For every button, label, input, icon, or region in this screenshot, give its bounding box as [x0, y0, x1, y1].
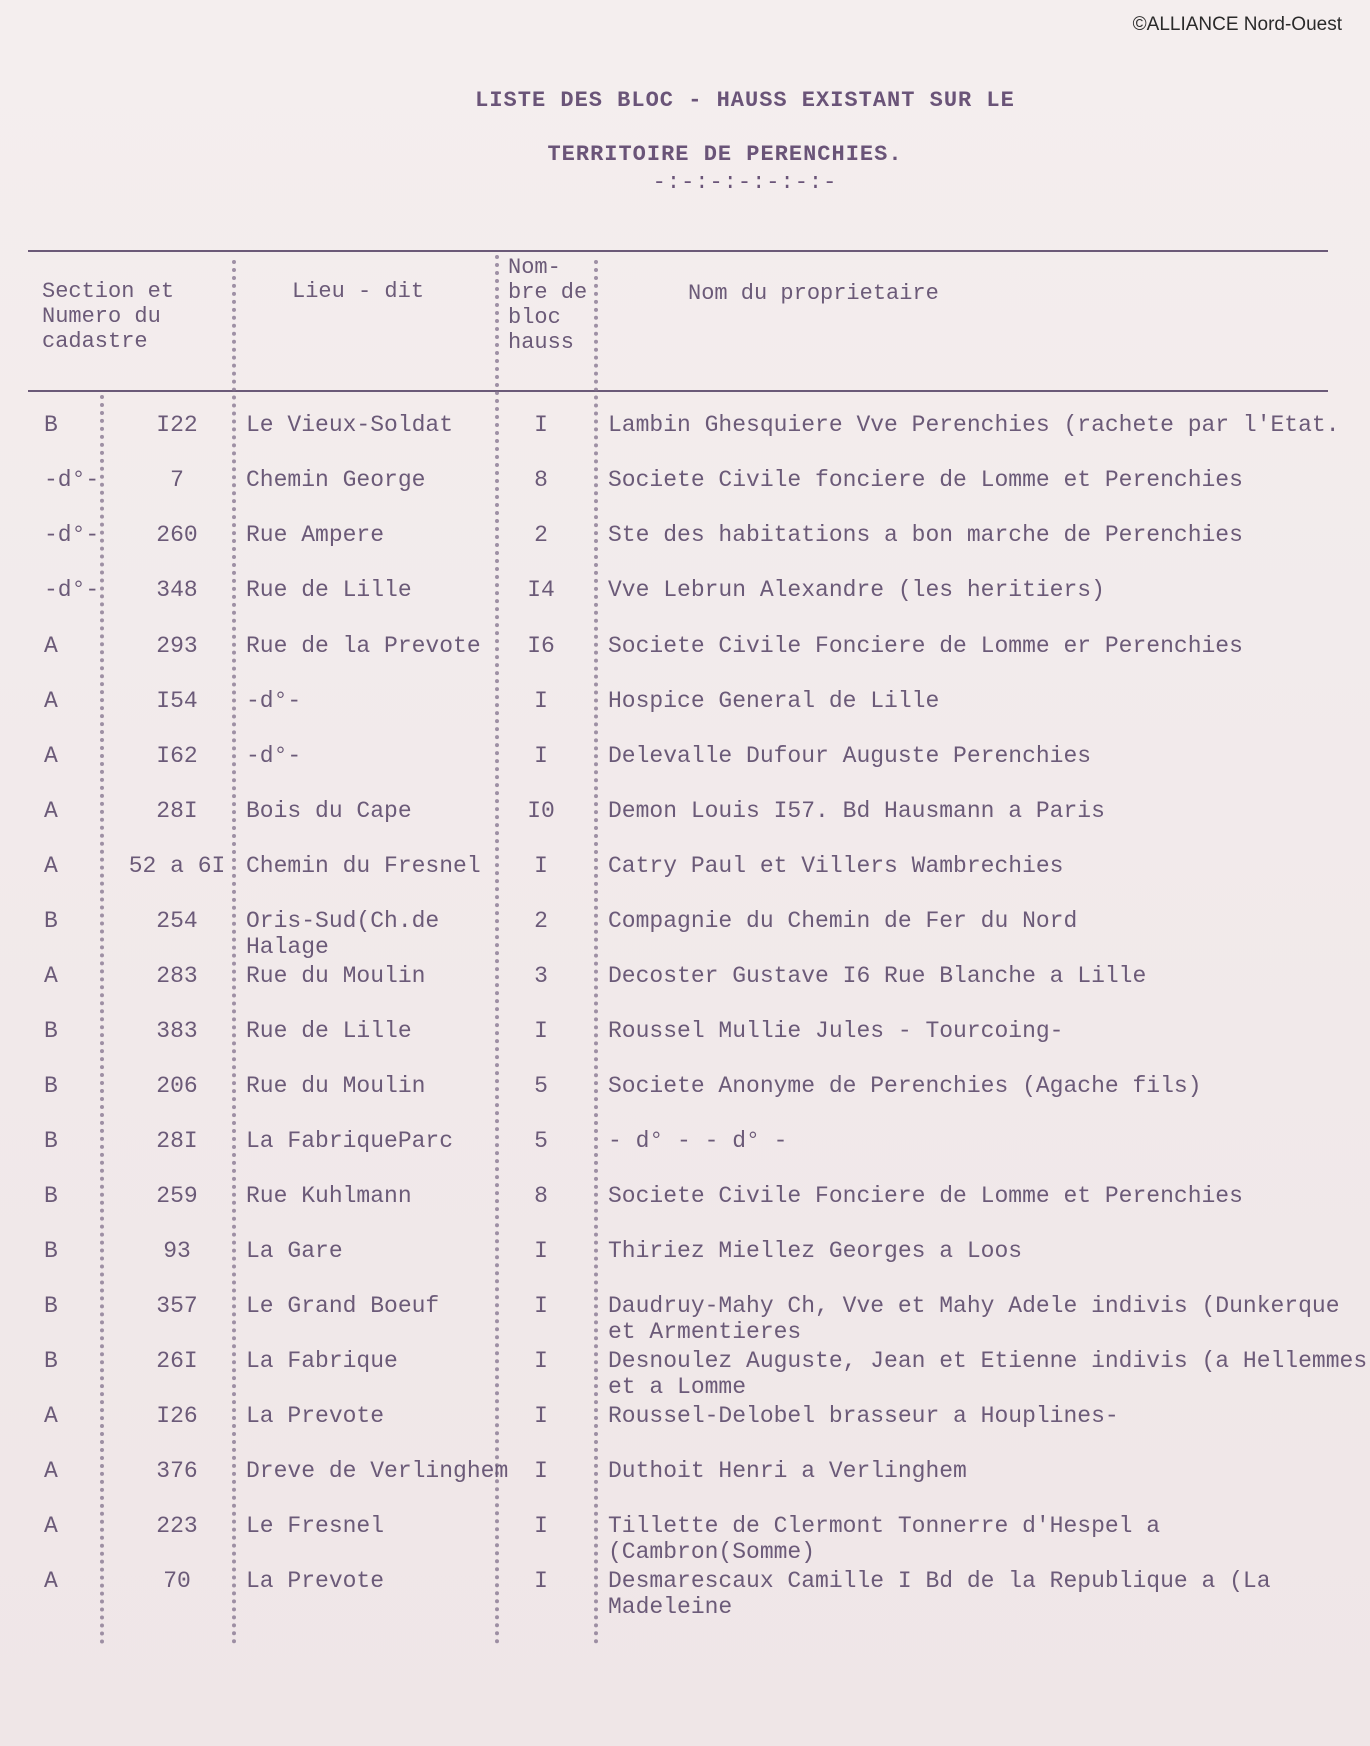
- cell-section: A: [44, 688, 58, 714]
- cell-nom: Tillette de Clermont Tonnerre d'Hespel a (Cambron(Somme): [608, 1513, 1161, 1565]
- cell-numero: 259: [156, 1183, 198, 1209]
- cell-nom: Thiriez Miellez Georges a Loos: [608, 1238, 1023, 1264]
- header-lieu: Lieu - dit: [292, 279, 425, 304]
- cell-nombre: I: [534, 1018, 548, 1044]
- cell-nom: Societe Anonyme de Perenchies (Agache fils): [608, 1073, 1202, 1099]
- table-row: [28, 567, 1348, 617]
- cell-nom: Roussel Mullie Jules - Tourcoing-: [608, 1018, 1064, 1044]
- cell-numero: 206: [156, 1073, 198, 1099]
- cell-nombre: I4: [527, 577, 555, 603]
- cell-nom: Societe Civile fonciere de Lomme et Perenchies: [608, 467, 1243, 493]
- cell-nombre: 5: [534, 1073, 548, 1099]
- cell-section: A: [44, 633, 58, 659]
- cell-lieu: Rue de Lille: [246, 577, 412, 603]
- cell-nom: Roussel-Delobel brasseur a Houplines-: [608, 1403, 1119, 1429]
- cell-nombre: I: [534, 412, 548, 438]
- title-rule: -:-:-:-:-:-:-: [652, 170, 838, 195]
- cell-nombre: 8: [534, 467, 548, 493]
- cell-numero: 70: [163, 1568, 191, 1594]
- cell-section: A: [44, 963, 58, 989]
- cell-nom: Delevalle Dufour Auguste Perenchies: [608, 743, 1092, 769]
- cell-section: A: [44, 853, 58, 879]
- cell-nombre: 2: [534, 908, 548, 934]
- cell-section: B: [44, 1183, 58, 1209]
- cell-lieu: La Fabrique: [246, 1348, 398, 1374]
- cell-lieu: Rue de la Prevote: [246, 633, 481, 659]
- cell-lieu: Le Vieux-Soldat: [246, 412, 454, 438]
- cell-numero: I22: [156, 412, 198, 438]
- cell-numero: I62: [156, 743, 198, 769]
- table-row: [28, 1228, 1348, 1278]
- cell-nom: Decoster Gustave I6 Rue Blanche a Lille: [608, 963, 1147, 989]
- header-top-rule: [28, 250, 1328, 252]
- cell-numero: 293: [156, 633, 198, 659]
- cell-nombre: 3: [534, 963, 548, 989]
- cell-section: A: [44, 743, 58, 769]
- cell-numero: 283: [156, 963, 198, 989]
- cell-nombre: I: [534, 1403, 548, 1429]
- table-row: [28, 1283, 1348, 1345]
- header-nombre: Nom- bre de bloc hauss: [508, 255, 588, 355]
- cell-numero: 28I: [156, 1128, 198, 1154]
- cell-section: B: [44, 1293, 58, 1319]
- cell-nombre: I: [534, 1293, 548, 1319]
- table-row: [28, 733, 1348, 783]
- cell-numero: 383: [156, 1018, 198, 1044]
- cell-section: B: [44, 412, 58, 438]
- cell-nom: Societe Civile Fonciere de Lomme et Perenchies: [608, 1183, 1243, 1209]
- cell-nom: Ste des habitations a bon marche de Perenchies: [608, 522, 1243, 548]
- cell-numero: 376: [156, 1458, 198, 1484]
- cell-nombre: I: [534, 1348, 548, 1374]
- cell-nombre: 2: [534, 522, 548, 548]
- cell-nombre: I: [534, 743, 548, 769]
- table-row: [28, 1173, 1348, 1223]
- cell-numero: I26: [156, 1403, 198, 1429]
- cell-numero: 28I: [156, 798, 198, 824]
- cell-lieu: La FabriqueParc: [246, 1128, 454, 1154]
- cell-nombre: I: [534, 1458, 548, 1484]
- cell-section: A: [44, 1568, 58, 1594]
- cell-lieu: Rue de Lille: [246, 1018, 412, 1044]
- cell-section: A: [44, 798, 58, 824]
- table-row: [28, 898, 1348, 960]
- cell-section: B: [44, 1018, 58, 1044]
- document-title-line2: TERRITOIRE DE PERENCHIES.: [547, 142, 903, 167]
- cell-numero: 357: [156, 1293, 198, 1319]
- cell-numero: 26I: [156, 1348, 198, 1374]
- cell-lieu: Le Grand Boeuf: [246, 1293, 440, 1319]
- table-row: [28, 1448, 1348, 1498]
- cell-nom: Societe Civile Fonciere de Lomme er Perenchies: [608, 633, 1243, 659]
- table-row: [28, 1503, 1348, 1565]
- cell-section: B: [44, 1238, 58, 1264]
- cell-section: B: [44, 908, 58, 934]
- cell-nom: Duthoit Henri a Verlinghem: [608, 1458, 967, 1484]
- cell-nombre: I: [534, 1513, 548, 1539]
- cell-lieu: Bois du Cape: [246, 798, 412, 824]
- cell-numero: 348: [156, 577, 198, 603]
- cell-lieu: Rue du Moulin: [246, 1073, 426, 1099]
- cell-section: A: [44, 1513, 58, 1539]
- cell-nom: Compagnie du Chemin de Fer du Nord: [608, 908, 1078, 934]
- cell-section: -d°-: [44, 577, 100, 603]
- cell-nom: Vve Lebrun Alexandre (les heritiers): [608, 577, 1105, 603]
- cell-nombre: I: [534, 1568, 548, 1594]
- cell-lieu: Chemin George: [246, 467, 426, 493]
- cell-numero: 93: [163, 1238, 191, 1264]
- cell-nombre: I6: [527, 633, 555, 659]
- header-nom: Nom du proprietaire: [688, 281, 939, 306]
- cell-numero: I54: [156, 688, 198, 714]
- cell-numero: 52 a 6I: [128, 853, 226, 879]
- cell-section: -d°-: [44, 522, 100, 548]
- cell-lieu: La Prevote: [246, 1403, 385, 1429]
- cell-nombre: I: [534, 1238, 548, 1264]
- header-section: Section et Numero du cadastre: [42, 279, 175, 354]
- cell-lieu: Oris-Sud(Ch.de Halage: [246, 908, 440, 960]
- cell-numero: 260: [156, 522, 198, 548]
- cell-numero: 223: [156, 1513, 198, 1539]
- table-row: [28, 1063, 1348, 1113]
- cell-nom: Lambin Ghesquiere Vve Perenchies (rachete par l'Etat.: [608, 412, 1340, 438]
- cell-numero: 254: [156, 908, 198, 934]
- document-title-line1: LISTE DES BLOC - HAUSS EXISTANT SUR LE: [475, 88, 1015, 113]
- table-row: [28, 1338, 1368, 1400]
- cell-nom: - d° - - d° -: [608, 1128, 788, 1154]
- cell-lieu: La Gare: [246, 1238, 343, 1264]
- cell-nombre: I: [534, 688, 548, 714]
- cell-nombre: 5: [534, 1128, 548, 1154]
- cell-lieu: La Prevote: [246, 1568, 385, 1594]
- cell-section: -d°-: [44, 467, 100, 493]
- cell-nombre: I: [534, 853, 548, 879]
- table-row: [28, 788, 1348, 838]
- cell-lieu: Dreve de Verlinghem: [246, 1458, 509, 1484]
- table-row: [28, 512, 1348, 562]
- cell-section: B: [44, 1348, 58, 1374]
- table-row: [28, 1558, 1348, 1620]
- table-row: [28, 953, 1348, 1003]
- cell-lieu: Le Fresnel: [246, 1513, 385, 1539]
- cell-nom: Desnoulez Auguste, Jean et Etienne indivis (a Hellemmes et a Lomme: [608, 1348, 1368, 1400]
- cell-section: A: [44, 1403, 58, 1429]
- cell-section: B: [44, 1073, 58, 1099]
- cell-nom: Demon Louis I57. Bd Hausmann a Paris: [608, 798, 1105, 824]
- header-bottom-rule: [28, 390, 1328, 392]
- table-row: [28, 1393, 1348, 1443]
- cell-nom: Daudruy-Mahy Ch, Vve et Mahy Adele indivis (Dunkerque et Armentieres: [608, 1293, 1340, 1345]
- cell-nombre: 8: [534, 1183, 548, 1209]
- table-row: [28, 843, 1348, 893]
- cell-nom: Hospice General de Lille: [608, 688, 940, 714]
- cell-numero: 7: [170, 467, 184, 493]
- cell-section: B: [44, 1128, 58, 1154]
- cell-nom: Catry Paul et Villers Wambrechies: [608, 853, 1064, 879]
- cell-lieu: Rue Ampere: [246, 522, 385, 548]
- table-row: [28, 623, 1348, 673]
- cell-lieu: -d°-: [246, 743, 302, 769]
- table-row: [28, 1008, 1348, 1058]
- table-row: [28, 457, 1348, 507]
- cell-lieu: Chemin du Fresnel: [246, 853, 481, 879]
- cell-lieu: -d°-: [246, 688, 302, 714]
- cell-section: A: [44, 1458, 58, 1484]
- cell-nombre: I0: [527, 798, 555, 824]
- table-row: [28, 678, 1348, 728]
- watermark: ©ALLIANCE Nord-Ouest: [1132, 14, 1342, 35]
- table-header: [28, 255, 1338, 387]
- cell-lieu: Rue du Moulin: [246, 963, 426, 989]
- table-row: [28, 1118, 1348, 1168]
- table-row: [28, 402, 1348, 452]
- cell-lieu: Rue Kuhlmann: [246, 1183, 412, 1209]
- cell-nom: Desmarescaux Camille I Bd de la Republique a (La Madeleine: [608, 1568, 1271, 1620]
